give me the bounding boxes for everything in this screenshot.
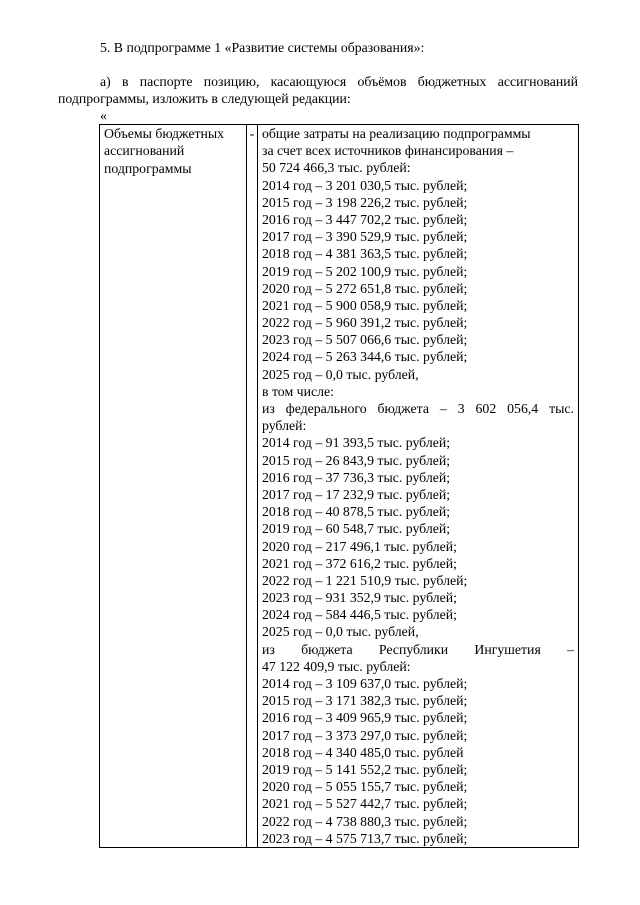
content-line: 2018 год – 4 381 363,5 тыс. рублей; xyxy=(262,246,468,262)
content-line: 2021 год – 5 527 442,7 тыс. рублей; xyxy=(262,796,468,812)
content-line: 2015 год – 3 171 382,3 тыс. рублей; xyxy=(262,693,468,709)
content-line: из федерального бюджета – 3 602 056,4 тыс. xyxy=(262,401,574,416)
content-line: 2023 год – 4 575 713,7 тыс. рублей; xyxy=(262,830,468,846)
content-line: 2016 год – 37 736,3 тыс. рублей; xyxy=(262,469,451,485)
content-line: 2015 год – 26 843,9 тыс. рублей; xyxy=(262,452,451,468)
content-line: 2022 год – 1 221 510,9 тыс. рублей; xyxy=(262,572,468,588)
content-line: 2023 год – 931 352,9 тыс. рублей; xyxy=(262,590,457,606)
content-line: 2020 год – 217 496,1 тыс. рублей; xyxy=(262,538,457,554)
content-line: 2014 год – 91 393,5 тыс. рублей; xyxy=(262,435,451,451)
content-line: 2014 год – 3 201 030,5 тыс. рублей; xyxy=(262,177,468,193)
content-line: 2022 год – 4 738 880,3 тыс. рублей; xyxy=(262,813,468,829)
content-line: 2017 год – 3 390 529,9 тыс. рублей; xyxy=(262,229,468,245)
content-line: 2024 год – 584 446,5 тыс. рублей; xyxy=(262,607,457,623)
label-text: Объемы бюджетных ассигнований подпрограммы xyxy=(104,126,225,176)
content-line: за счет всех источников финансирования – xyxy=(262,143,514,159)
opening-quote: « xyxy=(100,108,107,123)
content-line: 2016 год – 3 447 702,2 тыс. рублей; xyxy=(262,211,468,227)
content-line: в том числе: xyxy=(262,383,334,399)
content-line: 2022 год – 5 960 391,2 тыс. рублей; xyxy=(262,315,468,331)
paragraph-a-line1: а) в паспорте позицию, касающуюся объёмов бюджетных ассигнований xyxy=(100,74,578,89)
dash-cell xyxy=(247,125,258,848)
content-line: 2017 год – 17 232,9 тыс. рублей; xyxy=(262,486,451,502)
content-line: 2018 год – 4 340 485,0 тыс. рублей xyxy=(262,744,464,760)
label-cell xyxy=(100,125,247,848)
content-line: 2015 год – 3 198 226,2 тыс. рублей; xyxy=(262,194,468,210)
content-line: 2016 год – 3 409 965,9 тыс. рублей; xyxy=(262,710,468,726)
content-line: общие затраты на реализацию подпрограммы xyxy=(262,126,531,141)
content-line: 50 724 466,3 тыс. рублей: xyxy=(262,160,411,176)
content-line: 2014 год – 3 109 637,0 тыс. рублей; xyxy=(262,676,468,691)
content-line: рублей: xyxy=(262,418,307,434)
content-line: 2025 год – 0,0 тыс. рублей, xyxy=(262,624,419,640)
content-line: 2019 год – 5 141 552,2 тыс. рублей; xyxy=(262,761,468,777)
content-line: 2018 год – 40 878,5 тыс. рублей; xyxy=(262,504,451,520)
content-cell xyxy=(258,125,579,848)
content-line: 2021 год – 372 616,2 тыс. рублей; xyxy=(262,555,457,571)
content-line: 2024 год – 5 263 344,6 тыс. рублей; xyxy=(262,349,468,365)
dash-text: - xyxy=(249,126,255,141)
content-line: 2020 год – 5 272 651,8 тыс. рублей; xyxy=(262,280,468,296)
content-line: 2023 год – 5 507 066,6 тыс. рублей; xyxy=(262,332,468,348)
content-line: 47 122 409,9 тыс. рублей: xyxy=(262,658,411,674)
content-line: 2019 год – 60 548,7 тыс. рублей; xyxy=(262,521,451,537)
content-line: из бюджета Республики Ингушетия – xyxy=(262,641,574,657)
table-row xyxy=(100,125,579,848)
paragraph-a-line2: подпрограммы, изложить в следующей редакции: xyxy=(58,91,351,106)
content-line: 2021 год – 5 900 058,9 тыс. рублей; xyxy=(262,297,468,313)
budget-table xyxy=(99,124,579,848)
content-line: 2025 год – 0,0 тыс. рублей, xyxy=(262,366,419,382)
content-line: 2017 год – 3 373 297,0 тыс. рублей; xyxy=(262,727,468,743)
content-line: 2020 год – 5 055 155,7 тыс. рублей; xyxy=(262,779,468,795)
content-line: 2019 год – 5 202 100,9 тыс. рублей; xyxy=(262,263,468,279)
heading-line: 5. В подпрограмме 1 «Развитие системы образования»: xyxy=(100,40,425,55)
